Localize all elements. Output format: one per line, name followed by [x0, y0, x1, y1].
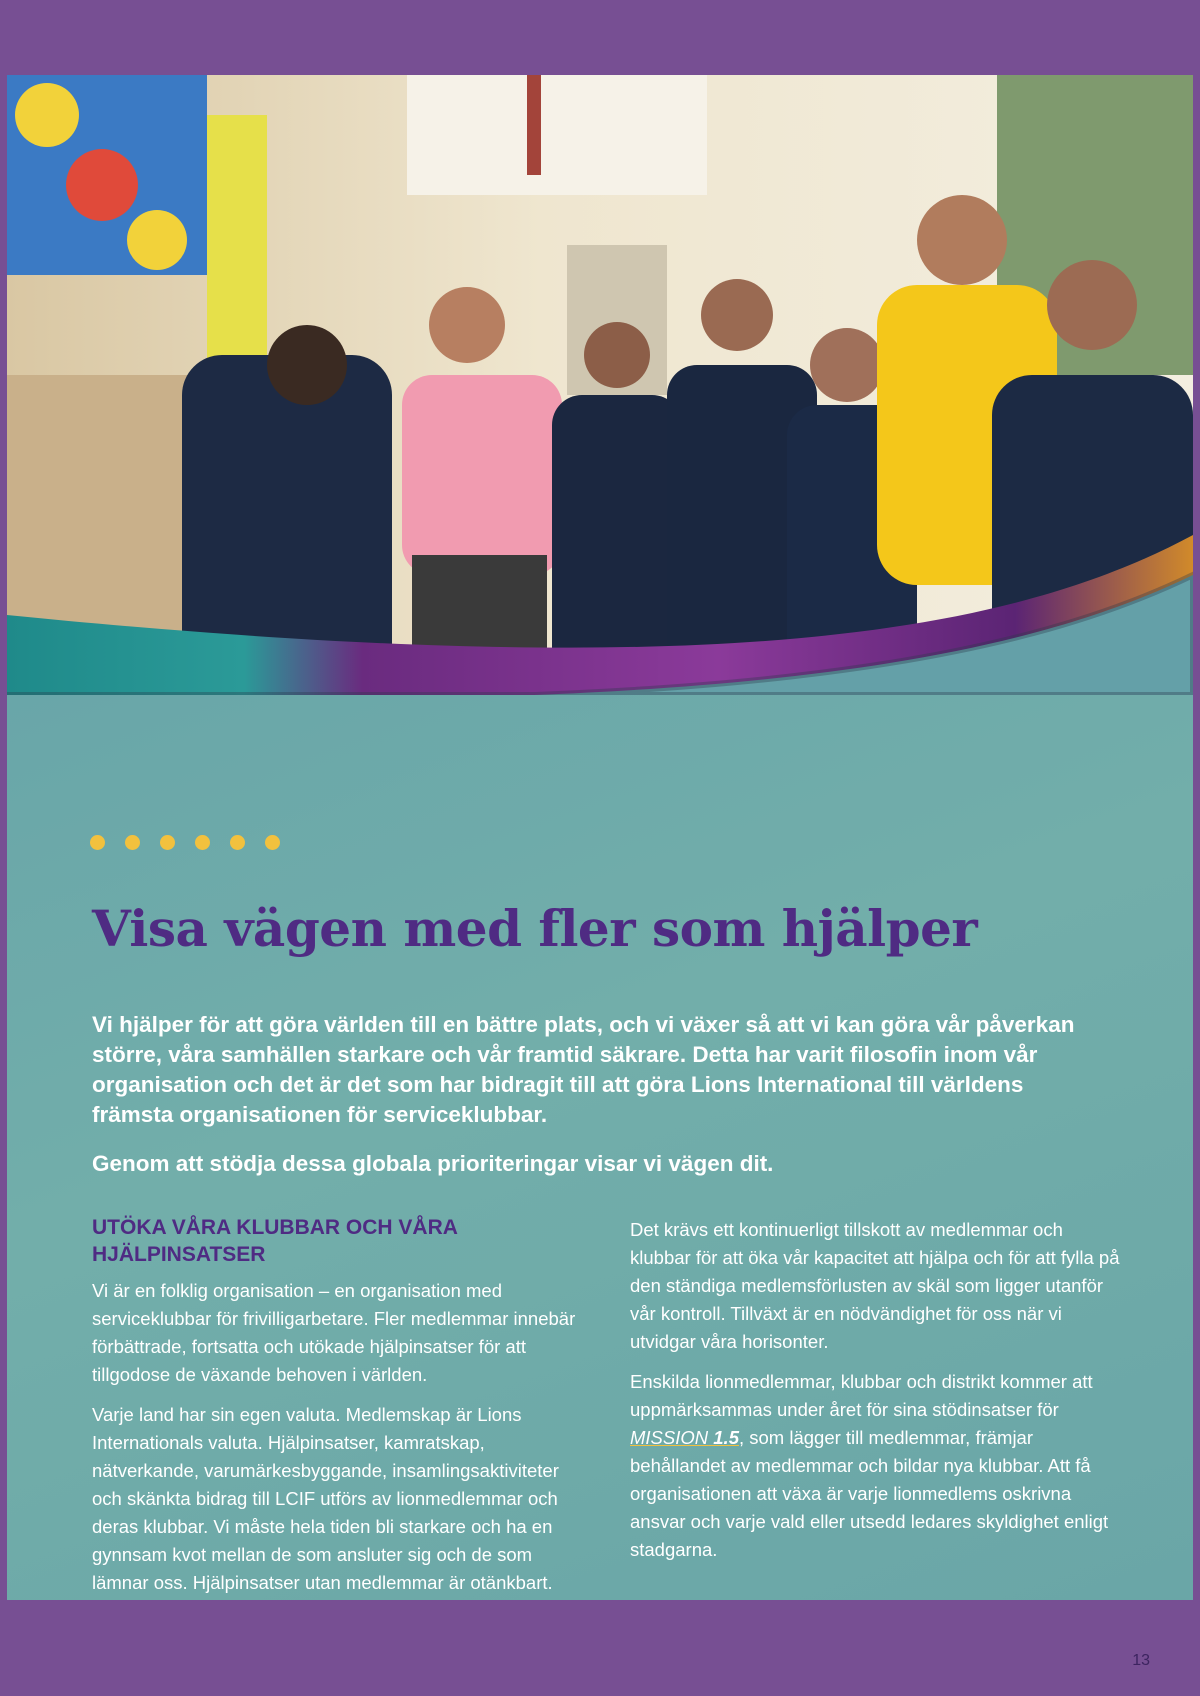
paragraph-text: Enskilda lionmedlemmar, klubbar och distrikt kommer att uppmärksammas under året för sina stödinsatser för — [630, 1371, 1093, 1420]
dot-icon — [195, 835, 210, 850]
page-panel — [7, 75, 1193, 1600]
lead-statement: Genom att stödja dessa globala prioriteringar visar vi vägen dit. — [92, 1151, 774, 1176]
dot-icon — [90, 835, 105, 850]
dot-icon — [230, 835, 245, 850]
right-paragraph-2 — [630, 1368, 1120, 1564]
dot-icon — [265, 835, 280, 850]
mission-label: MISSION — [630, 1427, 709, 1448]
dot-icon — [125, 835, 140, 850]
dot-icon — [160, 835, 175, 850]
paragraph-text: , som lägger till medlemmar, främjar behållandet av medlemmar och bildar nya klubbar. Att få organisationen att växa är varje lionmedlems oskrivna ansvar och varje vald eller utsedd ledares skyldighet enligt stadgarna. — [630, 1427, 1109, 1560]
left-column — [92, 1214, 582, 1600]
left-paragraph-2: Varje land har sin egen valuta. Medlemskap är Lions Internationals valuta. Hjälpinsatser, kamratskap, nätverkande, varumärkesbyggande, insamlingsaktiviteter och skänkta bidrag till LCIF utförs av lionmedlemmar och deras klubbar. Vi måste hela tiden bli starkare och ha en gynnsam kvot mellan de som ansluter sig och de som lämnar oss. Hjälpinsatser utan medlemmar är otänkbart. — [92, 1404, 559, 1593]
page-title: Visa vägen med fler som hjälper — [92, 899, 978, 958]
page-number: 13 — [1132, 1652, 1150, 1669]
mission-link[interactable] — [630, 1427, 739, 1448]
left-paragraph-1: Vi är en folklig organisation – en organisation med serviceklubbar för frivilligarbetare. Fler medlemmar innebär förbättrade, fortsatta och utökade hjälpinsatser för att tillgodose de växande behoven i världen. — [92, 1280, 576, 1385]
right-paragraph-1: Det krävs ett kontinuerligt tillskott av medlemmar och klubbar för att öka vår kapacitet att hjälpa och för att fylla på den ständiga medlemsförlusten av skäl som ligger utanför vår kontroll. Tillväxt är en nödvändighet för oss när vi utvidgar våra horisonter. — [630, 1219, 1120, 1352]
hero-photo — [7, 75, 1193, 695]
section-heading: UTÖKA VÅRA KLUBBAR OCH VÅRA HJÄLPINSATSER — [92, 1216, 458, 1266]
right-column — [630, 1216, 1120, 1576]
mission-number: 1.5 — [708, 1427, 739, 1448]
lead-paragraph: Vi hjälper för att göra världen till en bättre plats, och vi växer så att vi kan göra vår påverkan större, våra samhällen starkare och vår framtid säkrare. Detta har varit filosofin inom vår organisation och det är det som har bidragit till att göra Lions International till världens främsta organisationen för serviceklubbar. — [92, 1012, 1075, 1127]
decorative-dots — [90, 835, 280, 850]
